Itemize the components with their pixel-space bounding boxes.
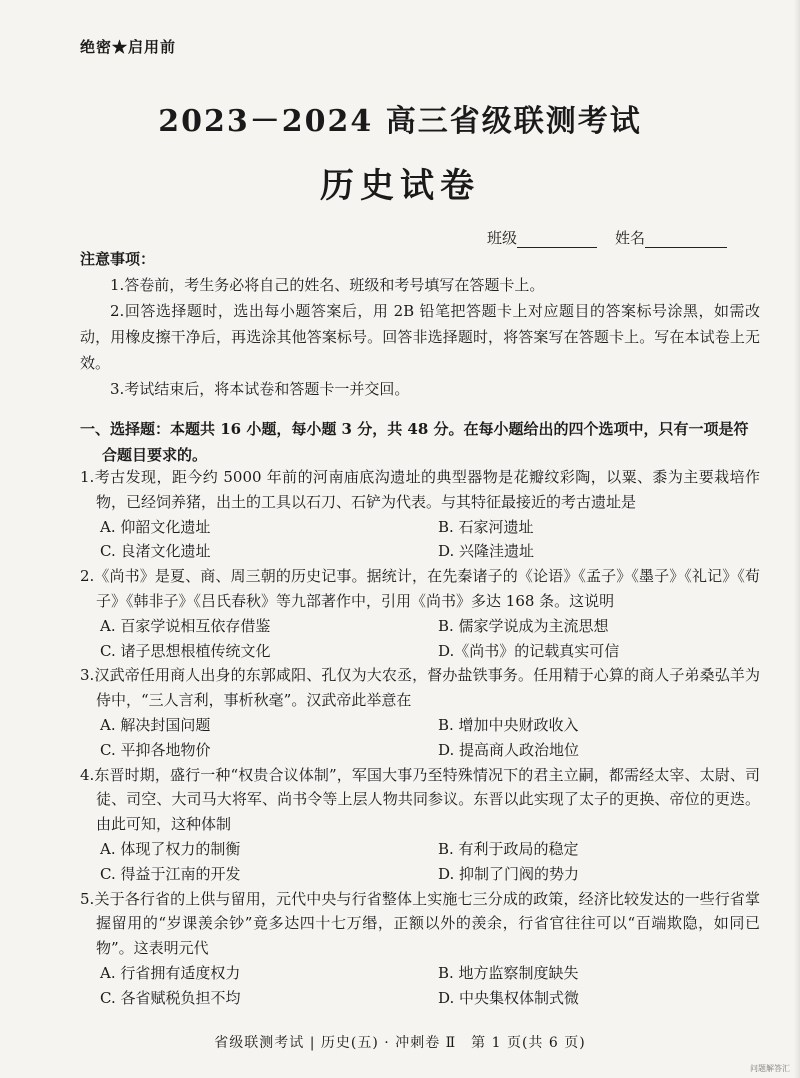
exam-title: 2023－2024 高三省级联测考试	[158, 104, 642, 139]
section-heading	[80, 416, 758, 468]
option-grid	[80, 837, 760, 887]
option-a: A. 体现了权力的制衡	[100, 839, 241, 858]
option-c: C. 得益于江南的开发	[100, 864, 241, 883]
watermark-logo: 问题解答汇	[750, 1064, 790, 1073]
exam-subject: 历史试卷	[320, 166, 480, 206]
question-4	[80, 763, 760, 887]
name-label: 姓名	[615, 229, 646, 247]
option-b: B. 儒家学说成为主流思想	[438, 616, 609, 635]
question-2	[80, 564, 760, 663]
option-d: D. 中央集权体制式微	[438, 988, 580, 1007]
page-footer: 省级联测考试 | 历史(五) · 冲刺卷 Ⅱ 第 1 页(共 6 页)	[214, 1035, 586, 1051]
section-heading-line1: 一、选择题：本题共 16 小题，每小题 3 分，共 48 分。在每小题给出的四个选项中，只有一项是符	[80, 420, 749, 438]
option-a: A. 解决封国问题	[100, 715, 211, 734]
option-c: C. 平抑各地物价	[100, 740, 211, 759]
scan-edge-shadow	[794, 0, 800, 1078]
option-grid	[80, 614, 760, 664]
option-c: C. 各省赋税负担不均	[100, 988, 241, 1007]
option-grid	[80, 713, 760, 763]
option-d: D. 提高商人政治地位	[438, 740, 580, 759]
notice-item: 3.考试结束后，将本试卷和答题卡一并交回。	[110, 380, 410, 398]
option-b: B. 地方监察制度缺失	[438, 963, 579, 982]
class-label: 班级	[487, 229, 518, 247]
option-d: D. 抑制了门阀的势力	[438, 864, 580, 883]
option-grid	[80, 515, 760, 565]
notice-item: 2.回答选择题时，选出每小题答案后，用 2B 铅笔把答题卡上对应题目的答案标号涂黑，如需改动，用橡皮擦干净后，再选涂其他答案标号。回答非选择题时，将答案写在答题卡上。写在本试卷上无效。	[80, 302, 760, 372]
option-b: B. 石家河遗址	[438, 517, 534, 536]
option-c: C. 良渚文化遗址	[100, 542, 211, 561]
question-stem: 5.关于各行省的上供与留用，元代中央与行省整体上实施七三分成的政策，经济比较发达的一些行省掌握留用的“岁课羡余钞”竟多达四十七万缗，正额以外的羡余，行省官往往可以“百端欺隐，如同已物”。这表明元代	[80, 889, 760, 958]
confidential-mark: 绝密★启用前	[80, 38, 177, 56]
section-heading-line2: 合题目要求的。	[102, 446, 208, 464]
notice-item: 1.答卷前，考生务必将自己的姓名、班级和考号填写在答题卡上。	[110, 276, 545, 294]
question-5	[80, 887, 760, 1011]
question-stem: 1.考古发现，距今约 5000 年前的河南庙底沟遗址的典型器物是花瓣纹彩陶，以粟、黍为主要栽培作物，已经饲养猪，出土的工具以石刀、石铲为代表。与其特征最接近的考古遗址是	[80, 468, 760, 511]
option-grid	[80, 961, 760, 1011]
notice-block	[80, 246, 760, 402]
student-info-line	[487, 227, 727, 248]
question-stem: 4.东晋时期，盛行一种“权贵合议体制”，军国大事乃至特殊情况下的君主立嗣，都需经太宰、太尉、司徒、司空、大司马大将军、尚书令等上层人物共同参议。东晋以此实现了太子的更换、帝位的更迭。由此可知，这种体制	[80, 765, 760, 834]
option-a: A. 仰韶文化遗址	[100, 517, 211, 536]
option-a: A. 百家学说相互依存借鉴	[100, 616, 271, 635]
option-d: D. 兴隆洼遗址	[438, 542, 535, 561]
notice-heading: 注意事项：	[80, 250, 156, 268]
option-c: C. 诸子思想根植传统文化	[100, 641, 271, 660]
question-stem: 3.汉武帝任用商人出身的东郭咸阳、孔仅为大农丞，督办盐铁事务。任用精于心算的商人子弟桑弘羊为侍中，“三人言利，事析秋毫”。汉武帝此举意在	[80, 666, 760, 710]
option-a: A. 行省拥有适度权力	[100, 963, 241, 982]
option-d: D.《尚书》的记载真实可信	[438, 641, 620, 660]
question-1	[80, 465, 760, 564]
option-b: B. 增加中央财政收入	[438, 715, 579, 734]
question-list	[80, 465, 760, 1011]
question-stem: 2.《尚书》是夏、商、周三朝的历史记事。据统计，在先秦诸子的《论语》《孟子》《墨子》《礼记》《荀子》《韩非子》《吕氏春秋》等九部著作中，引用《尚书》多达 168 条。这说明	[80, 567, 760, 610]
option-b: B. 有利于政局的稳定	[438, 839, 579, 858]
question-3	[80, 663, 760, 762]
